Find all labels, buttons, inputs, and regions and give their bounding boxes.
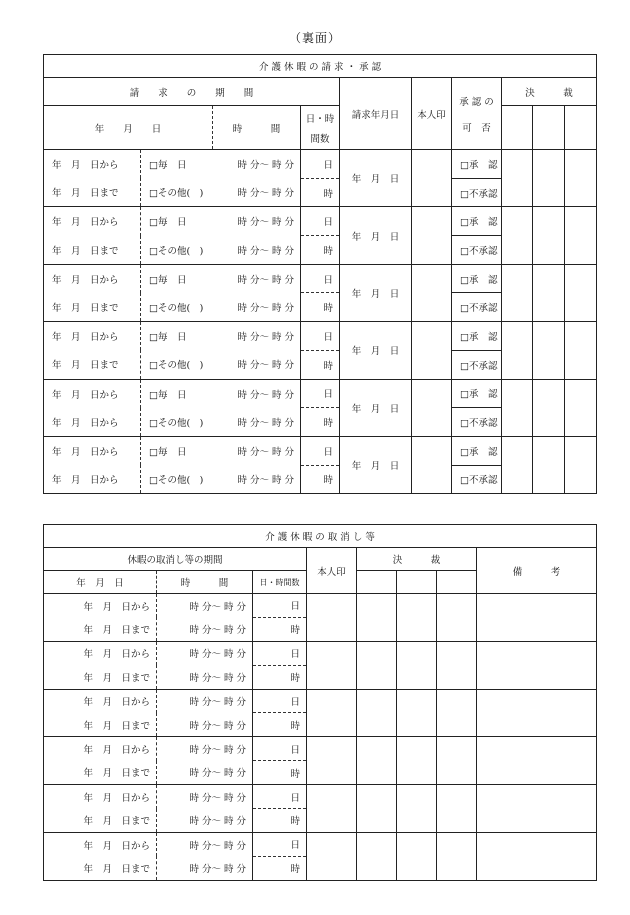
request-date: 年 月 日 xyxy=(340,150,412,207)
page-heading: （裏面） xyxy=(288,31,341,45)
date-header: 年 月 日 xyxy=(44,106,213,150)
seal-cell xyxy=(412,264,452,321)
request-date: 年 月 日 xyxy=(340,379,412,436)
reject-checkbox: □不承認 xyxy=(452,408,502,437)
approval-header xyxy=(452,78,502,150)
to-date: 年 月 日から xyxy=(44,465,141,494)
from-date: 年 月 日から xyxy=(44,207,141,236)
option-other: □その他( ) xyxy=(141,293,213,322)
cancel-seal-header: 本人印 xyxy=(307,548,357,594)
decision-cell xyxy=(437,641,477,689)
reject-checkbox: □不承認 xyxy=(452,178,502,207)
hours-value: 時 xyxy=(301,236,340,265)
request-date: 年 月 日 xyxy=(340,436,412,493)
time-range-1: 時 分～ 時 分 xyxy=(213,150,301,179)
decision-cell xyxy=(533,106,565,150)
cancel-time-header: 時 間 xyxy=(157,571,253,594)
seal-cell xyxy=(412,150,452,207)
decision-cell xyxy=(502,264,533,321)
decision-cell xyxy=(502,322,533,379)
approve-checkbox: □承 認 xyxy=(452,436,502,465)
cancel-hours-value: 時 xyxy=(253,856,307,880)
days-hours-header xyxy=(301,106,340,150)
request-approval-table xyxy=(43,54,597,494)
decision-cell xyxy=(357,594,397,642)
approval-header-line1: 承 認 の xyxy=(459,96,494,108)
cancel-to-date: 年 月 日まで xyxy=(44,856,157,880)
decision-cell xyxy=(357,832,397,880)
table-row xyxy=(44,436,597,465)
request-date-header: 請求年月日 xyxy=(340,78,412,150)
days-hours-header-line2: 間数 xyxy=(310,133,330,145)
cancel-time-range-1: 時 分～ 時 分 xyxy=(157,689,253,713)
remarks-cell xyxy=(477,689,597,737)
decision-cell xyxy=(565,379,597,436)
cancel-time-range-2: 時 分～ 時 分 xyxy=(157,665,253,689)
request-date: 年 月 日 xyxy=(340,264,412,321)
decision-cell xyxy=(357,689,397,737)
reject-checkbox: □不承認 xyxy=(452,350,502,379)
hours-value: 時 xyxy=(301,293,340,322)
option-every-day: □毎 日 xyxy=(141,436,213,465)
table-row xyxy=(44,322,597,351)
cancel-seal-cell xyxy=(307,832,357,880)
days-value: 日 xyxy=(301,379,340,408)
table-row xyxy=(44,785,597,809)
decision-cell xyxy=(565,322,597,379)
reject-checkbox: □不承認 xyxy=(452,236,502,265)
decision-cell xyxy=(565,150,597,207)
cancel-hours-value: 時 xyxy=(253,761,307,785)
decision-cell xyxy=(502,207,533,264)
decision-cell xyxy=(502,436,533,493)
time-range-1: 時 分～ 時 分 xyxy=(213,264,301,293)
from-date: 年 月 日から xyxy=(44,436,141,465)
seal-cell xyxy=(412,207,452,264)
to-date: 年 月 日まで xyxy=(44,293,141,322)
decision-cell xyxy=(397,785,437,833)
to-date: 年 月 日まで xyxy=(44,236,141,265)
option-every-day: □毎 日 xyxy=(141,150,213,179)
cancel-period-header: 休暇の取消し等の期間 xyxy=(44,548,307,571)
cancel-from-date: 年 月 日から xyxy=(44,785,157,809)
cancel-date-header: 年 月 日 xyxy=(44,571,157,594)
table-row xyxy=(44,207,597,236)
cancel-time-range-2: 時 分～ 時 分 xyxy=(157,617,253,641)
time-range-1: 時 分～ 時 分 xyxy=(213,322,301,351)
decision-cell xyxy=(437,689,477,737)
decision-cell xyxy=(502,150,533,207)
hours-value: 時 xyxy=(301,465,340,494)
decision-cell xyxy=(357,641,397,689)
time-range-1: 時 分～ 時 分 xyxy=(213,379,301,408)
cancel-time-range-2: 時 分～ 時 分 xyxy=(157,809,253,833)
cancel-time-range-1: 時 分～ 時 分 xyxy=(157,785,253,809)
approve-checkbox: □承 認 xyxy=(452,379,502,408)
option-other: □その他( ) xyxy=(141,236,213,265)
days-value: 日 xyxy=(301,436,340,465)
cancel-days-value: 日 xyxy=(253,641,307,665)
hours-value: 時 xyxy=(301,350,340,379)
time-range-2: 時 分～ 時 分 xyxy=(213,178,301,207)
cancel-days-value: 日 xyxy=(253,832,307,856)
days-value: 日 xyxy=(301,207,340,236)
decision-cell xyxy=(397,737,437,785)
cancel-hours-value: 時 xyxy=(253,713,307,737)
approve-checkbox: □承 認 xyxy=(452,264,502,293)
cancel-to-date: 年 月 日まで xyxy=(44,617,157,641)
decision-cell xyxy=(437,832,477,880)
option-every-day: □毎 日 xyxy=(141,322,213,351)
cancel-to-date: 年 月 日まで xyxy=(44,761,157,785)
cancel-hours-value: 時 xyxy=(253,665,307,689)
approve-checkbox: □承 認 xyxy=(452,207,502,236)
table-row xyxy=(44,264,597,293)
cancel-from-date: 年 月 日から xyxy=(44,641,157,665)
to-date: 年 月 日まで xyxy=(44,350,141,379)
remarks-header: 備 考 xyxy=(477,548,597,594)
time-range-2: 時 分～ 時 分 xyxy=(213,350,301,379)
approve-checkbox: □承 認 xyxy=(452,322,502,351)
time-range-2: 時 分～ 時 分 xyxy=(213,465,301,494)
table-row xyxy=(44,689,597,713)
decision-cell xyxy=(565,106,597,150)
from-date: 年 月 日から xyxy=(44,322,141,351)
request-table-title: 介 護 休 暇 の 請 求 ・ 承 認 xyxy=(44,55,597,78)
cancellation-table xyxy=(43,524,597,881)
cancel-days-value: 日 xyxy=(253,689,307,713)
to-date: 年 月 日から xyxy=(44,408,141,437)
cancel-seal-cell xyxy=(307,689,357,737)
time-range-1: 時 分～ 時 分 xyxy=(213,207,301,236)
decision-cell xyxy=(565,436,597,493)
table-row xyxy=(44,641,597,665)
decision-cell xyxy=(357,737,397,785)
decision-cell xyxy=(397,689,437,737)
option-other: □その他( ) xyxy=(141,178,213,207)
remarks-cell xyxy=(477,785,597,833)
remarks-cell xyxy=(477,641,597,689)
seal-cell xyxy=(412,436,452,493)
seal-header: 本人印 xyxy=(412,78,452,150)
cancel-from-date: 年 月 日から xyxy=(44,689,157,713)
cancel-days-hours-header: 日・時間数 xyxy=(253,571,307,594)
cancel-from-date: 年 月 日から xyxy=(44,832,157,856)
time-range-1: 時 分～ 時 分 xyxy=(213,436,301,465)
option-other: □その他( ) xyxy=(141,408,213,437)
cancel-to-date: 年 月 日まで xyxy=(44,713,157,737)
time-range-2: 時 分～ 時 分 xyxy=(213,236,301,265)
cancel-seal-cell xyxy=(307,594,357,642)
from-date: 年 月 日から xyxy=(44,379,141,408)
cancel-time-range-1: 時 分～ 時 分 xyxy=(157,832,253,856)
decision-cell xyxy=(502,106,533,150)
decision-cell xyxy=(533,322,565,379)
request-date: 年 月 日 xyxy=(340,322,412,379)
time-header: 時 間 xyxy=(213,106,301,150)
remarks-cell xyxy=(477,594,597,642)
from-date: 年 月 日から xyxy=(44,264,141,293)
decision-cell xyxy=(437,594,477,642)
decision-cell xyxy=(533,207,565,264)
cancel-decision-header: 決 裁 xyxy=(357,548,477,571)
cancel-to-date: 年 月 日まで xyxy=(44,809,157,833)
decision-cell xyxy=(437,737,477,785)
approve-checkbox: □承 認 xyxy=(452,150,502,179)
cancel-from-date: 年 月 日から xyxy=(44,594,157,618)
cancel-seal-cell xyxy=(307,641,357,689)
cancel-time-range-1: 時 分～ 時 分 xyxy=(157,737,253,761)
cancel-time-range-1: 時 分～ 時 分 xyxy=(157,594,253,618)
hours-value: 時 xyxy=(301,178,340,207)
cancel-to-date: 年 月 日まで xyxy=(44,665,157,689)
cancel-hours-value: 時 xyxy=(253,617,307,641)
request-date: 年 月 日 xyxy=(340,207,412,264)
days-value: 日 xyxy=(301,264,340,293)
decision-cell xyxy=(437,571,477,594)
table-row xyxy=(44,379,597,408)
time-range-2: 時 分～ 時 分 xyxy=(213,293,301,322)
request-period-header: 請 求 の 期 間 xyxy=(44,78,340,106)
cancel-from-date: 年 月 日から xyxy=(44,737,157,761)
remarks-cell xyxy=(477,737,597,785)
table-row xyxy=(44,737,597,761)
remarks-cell xyxy=(477,832,597,880)
decision-cell xyxy=(565,264,597,321)
decision-cell xyxy=(357,785,397,833)
decision-cell xyxy=(437,785,477,833)
cancel-days-value: 日 xyxy=(253,594,307,618)
to-date: 年 月 日まで xyxy=(44,178,141,207)
decision-cell xyxy=(502,379,533,436)
cancel-table-title: 介 護 休 暇 の 取 消 し 等 xyxy=(44,525,597,548)
from-date: 年 月 日から xyxy=(44,150,141,179)
cancel-days-value: 日 xyxy=(253,737,307,761)
cancel-seal-cell xyxy=(307,737,357,785)
decision-cell xyxy=(533,379,565,436)
option-every-day: □毎 日 xyxy=(141,379,213,408)
decision-cell xyxy=(533,264,565,321)
decision-cell xyxy=(565,207,597,264)
approval-header-line2: 可 否 xyxy=(462,122,491,134)
hours-value: 時 xyxy=(301,408,340,437)
decision-cell xyxy=(397,571,437,594)
seal-cell xyxy=(412,379,452,436)
decision-cell xyxy=(533,436,565,493)
option-other: □その他( ) xyxy=(141,350,213,379)
option-other: □その他( ) xyxy=(141,465,213,494)
days-hours-header-line1: 日・時 xyxy=(305,113,335,125)
cancel-time-range-2: 時 分～ 時 分 xyxy=(157,761,253,785)
days-value: 日 xyxy=(301,322,340,351)
option-every-day: □毎 日 xyxy=(141,207,213,236)
table-row xyxy=(44,150,597,179)
reject-checkbox: □不承認 xyxy=(452,465,502,494)
option-every-day: □毎 日 xyxy=(141,264,213,293)
table-row xyxy=(44,594,597,618)
decision-cell xyxy=(397,594,437,642)
seal-cell xyxy=(412,322,452,379)
decision-cell xyxy=(533,150,565,207)
cancel-time-range-2: 時 分～ 時 分 xyxy=(157,713,253,737)
cancel-seal-cell xyxy=(307,785,357,833)
cancel-hours-value: 時 xyxy=(253,809,307,833)
decision-cell xyxy=(397,641,437,689)
decision-cell xyxy=(397,832,437,880)
decision-header: 決 裁 xyxy=(502,78,597,106)
days-value: 日 xyxy=(301,150,340,179)
cancel-time-range-1: 時 分～ 時 分 xyxy=(157,641,253,665)
cancel-time-range-2: 時 分～ 時 分 xyxy=(157,856,253,880)
reject-checkbox: □不承認 xyxy=(452,293,502,322)
cancel-days-value: 日 xyxy=(253,785,307,809)
table-row xyxy=(44,832,597,856)
time-range-2: 時 分～ 時 分 xyxy=(213,408,301,437)
decision-cell xyxy=(357,571,397,594)
